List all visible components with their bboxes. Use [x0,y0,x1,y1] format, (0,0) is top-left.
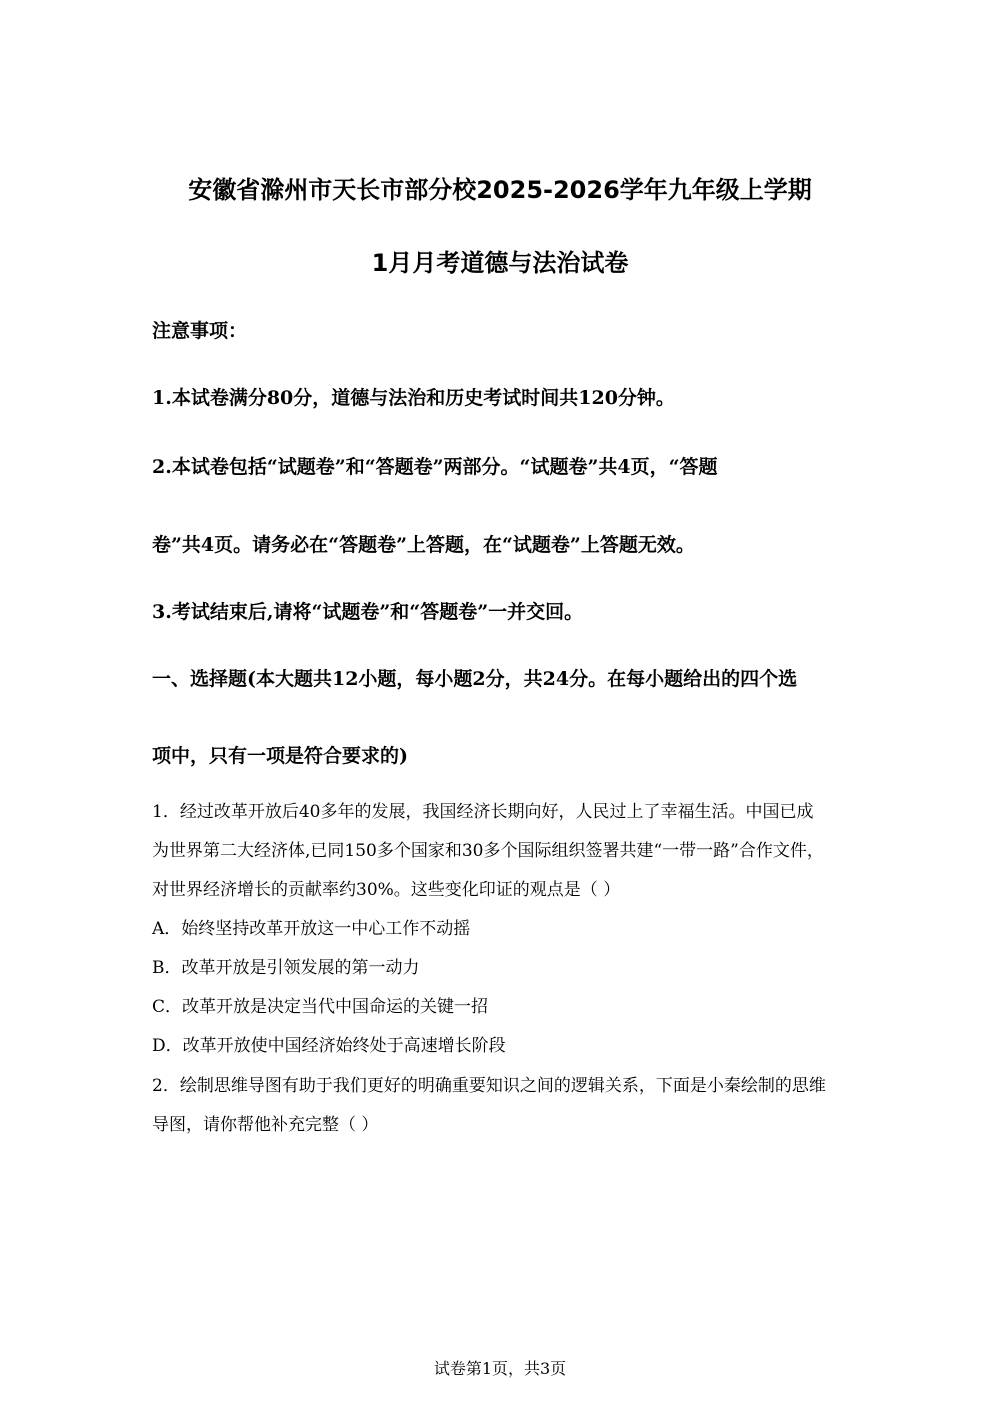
question-1-option-a: A．始终坚持改革开放这一中心工作不动摇 [152,919,471,939]
notice-heading: 注意事项： [152,320,248,342]
question-1-stem-line2: 为世界第二大经济体,已同150多个国家和30多个国际组织签署共建“一带一路”合作文件， [152,841,824,861]
question-1-option-b: B．改革开放是引领发展的第一动力 [152,958,420,978]
notice-item-2-line2: 卷”共4页。请务必在“答题卷”上答题，在“试题卷”上答题无效。 [152,534,695,556]
question-2-stem-line1: 2．绘制思维导图有助于我们更好的明确重要知识之间的逻辑关系，下面是小秦绘制的思维 [152,1076,826,1096]
question-1-option-c: C．改革开放是决定当代中国命运的关键一招 [152,997,489,1017]
notice-item-3: 3.考试结束后,请将“试题卷”和“答题卷”一并交回。 [152,601,584,623]
question-2-stem-line2: 导图，请你帮他补充完整（ ） [152,1115,379,1135]
section-heading-line2: 项中，只有一项是符合要求的) [152,745,408,767]
question-1-stem-line3: 对世界经济增长的贡献率约30%。这些变化印证的观点是（ ） [152,880,621,900]
question-1-option-d: D．改革开放使中国经济始终处于高速增长阶段 [152,1036,506,1056]
question-1-stem-line1: 1．经过改革开放后40多年的发展，我国经济长期向好，人民过上了幸福生活。中国已成 [152,802,814,822]
exam-title-line1: 安徽省滁州市天长市部分校2025-2026学年九年级上学期 [188,176,812,204]
page-footer: 试卷第1页，共3页 [433,1359,567,1378]
section-heading-line1: 一、选择题(本大题共12小题，每小题2分，共24分。在每小题给出的四个选 [152,668,798,690]
notice-item-2-line1: 2.本试卷包括“试题卷”和“答题卷”两部分。“试题卷”共4页，“答题 [152,456,718,478]
exam-title-line2: 1月月考道德与法治试卷 [371,249,629,277]
notice-item-1: 1.本试卷满分80分，道德与法治和历史考试时间共120分钟。 [152,387,675,409]
